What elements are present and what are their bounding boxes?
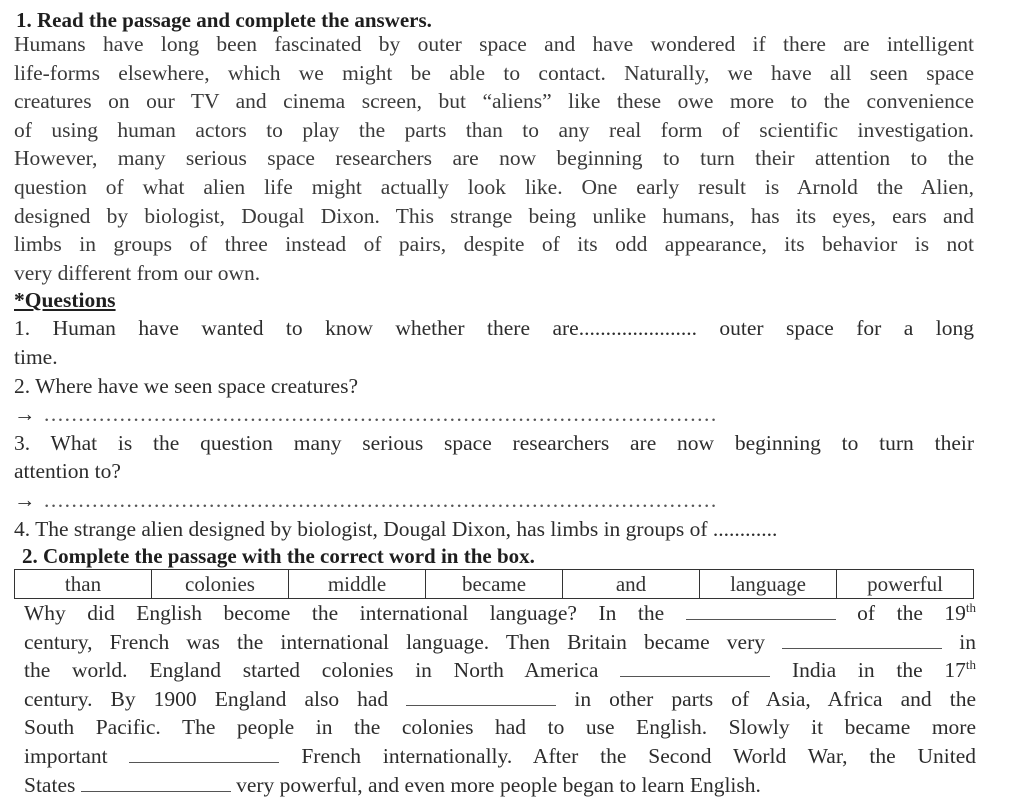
word-box-item: and: [563, 570, 700, 599]
blank-3[interactable]: [620, 656, 770, 677]
question-1: 1. Human have wanted to know whether there are...................... outer space for a long: [14, 316, 974, 341]
word-box-item: became: [426, 570, 563, 599]
question-1-continued: time.: [14, 344, 58, 369]
cloze-line: century. By 1900 England also had in other parts of Asia, Africa and the: [24, 686, 977, 711]
passage-line: Humans have long been fascinated by outer space and have wondered if there are intelligent: [14, 32, 974, 56]
question-2: 2. Where have we seen space creatures?: [14, 373, 358, 398]
passage-line: very different from our own.: [14, 260, 261, 285]
cloze-line: States very powerful, and even more people began to learn English.: [24, 772, 761, 797]
arrow-icon: →: [14, 487, 36, 512]
questions-heading: *Questions: [14, 288, 116, 313]
cloze-line: South Pacific. The people in the colonies had to use English. Slowly it became more: [24, 715, 976, 740]
passage-line: of using human actors to play the parts than to any real form of scientific investigation.: [14, 117, 974, 142]
passage-line: limbs in groups of three instead of pairs, despite of its odd appearance, its behavior is not: [14, 232, 974, 257]
answer-dots: ..................................................................................................: [44, 487, 718, 512]
cloze-line: Why did English become the international language? In the of the 19th: [24, 599, 976, 626]
answer-line-2[interactable]: [14, 400, 974, 429]
word-box-item: colonies: [152, 570, 289, 599]
arrow-icon: →: [14, 402, 36, 427]
cloze-line: the world. England started colonies in North America India in the 17th: [24, 657, 977, 683]
section2-heading: 2. Complete the passage with the correct word in the box.: [22, 544, 535, 569]
blank-2[interactable]: [782, 628, 942, 649]
passage-line: question of what alien life might actually look like. One early result is Arnold the Alien,: [14, 174, 974, 199]
answer-dots: ..................................................................................................: [44, 402, 718, 427]
cloze-line: important French internationally. After the Second World War, the United: [24, 744, 976, 769]
passage-line: creatures on our TV and cinema screen, but “aliens” like these owe more to the convenience: [14, 89, 974, 114]
cloze-passage: [24, 599, 976, 799]
passage-line: designed by biologist, Dougal Dixon. This strange being unlike humans, has its eyes, ears and: [14, 203, 974, 228]
passage-line: life-forms elsewhere, which we might be able to contact. Naturally, we have all seen space: [14, 60, 974, 85]
word-box-item: middle: [289, 570, 426, 599]
blank-5[interactable]: [129, 742, 279, 763]
blank-6[interactable]: [81, 771, 231, 792]
word-box: [14, 569, 974, 599]
question-3-continued: attention to?: [14, 459, 121, 484]
word-box-item: powerful: [837, 570, 974, 599]
passage-line: However, many serious space researchers are now beginning to turn their attention to the: [14, 146, 974, 171]
word-box-item: language: [700, 570, 837, 599]
reading-passage: [14, 30, 974, 287]
answer-line-3[interactable]: [14, 486, 974, 515]
worksheet-page: [14, 0, 977, 799]
word-box-item: than: [15, 570, 152, 599]
question-4: 4. The strange alien designed by biologist, Dougal Dixon, has limbs in groups of ............: [14, 516, 778, 541]
cloze-line: century, French was the international language. Then Britain became very in: [24, 629, 977, 654]
blank-1[interactable]: [686, 599, 836, 620]
section1-heading: 1. Read the passage and complete the answers.: [16, 8, 432, 32]
blank-4[interactable]: [406, 685, 556, 706]
question-3: 3. What is the question many serious space researchers are now beginning to turn their: [14, 430, 974, 455]
